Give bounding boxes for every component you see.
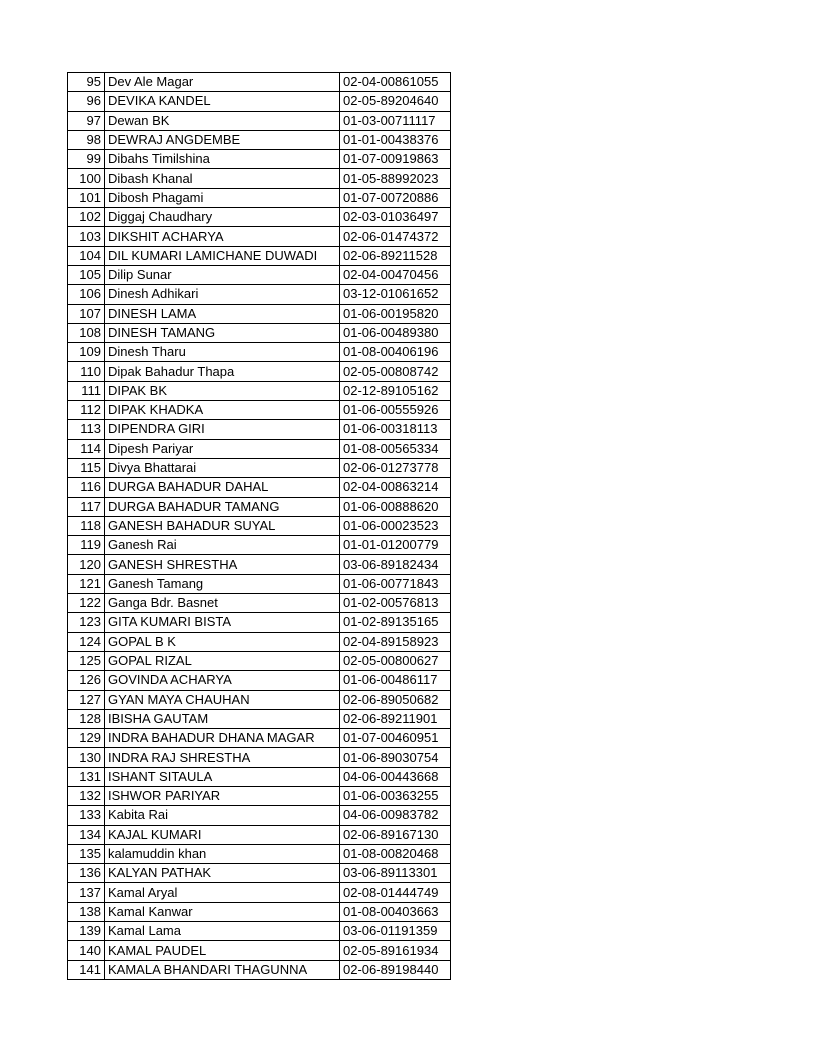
serial-number-cell: 103 (68, 227, 105, 246)
serial-number-cell: 123 (68, 613, 105, 632)
serial-number-cell: 141 (68, 960, 105, 979)
serial-number-cell: 135 (68, 844, 105, 863)
name-cell: Dev Ale Magar (105, 73, 340, 92)
serial-number-cell: 128 (68, 709, 105, 728)
table-row (68, 767, 451, 786)
table-row (68, 188, 451, 207)
serial-number-cell: 108 (68, 323, 105, 342)
serial-number-cell: 96 (68, 92, 105, 111)
serial-number-cell: 118 (68, 516, 105, 535)
name-cell: GANESH BAHADUR SUYAL (105, 516, 340, 535)
table-row (68, 922, 451, 941)
id-number-cell: 02-06-01273778 (340, 458, 451, 477)
table-row (68, 806, 451, 825)
serial-number-cell: 99 (68, 150, 105, 169)
table-row (68, 458, 451, 477)
serial-number-cell: 129 (68, 729, 105, 748)
id-number-cell: 02-08-01444749 (340, 883, 451, 902)
name-cell: GOPAL B K (105, 632, 340, 651)
name-cell: Dibash Khanal (105, 169, 340, 188)
name-cell: KAMALA BHANDARI THAGUNNA (105, 960, 340, 979)
table-row (68, 208, 451, 227)
table-row (68, 864, 451, 883)
serial-number-cell: 110 (68, 362, 105, 381)
table-row (68, 671, 451, 690)
table-row (68, 825, 451, 844)
id-number-cell: 01-05-88992023 (340, 169, 451, 188)
serial-number-cell: 125 (68, 651, 105, 670)
serial-number-cell: 95 (68, 73, 105, 92)
id-number-cell: 02-06-01474372 (340, 227, 451, 246)
table-row (68, 478, 451, 497)
id-number-cell: 02-05-89161934 (340, 941, 451, 960)
table-row (68, 304, 451, 323)
name-cell: Dibahs Timilshina (105, 150, 340, 169)
id-number-cell: 01-07-00460951 (340, 729, 451, 748)
serial-number-cell: 107 (68, 304, 105, 323)
id-number-cell: 01-06-00555926 (340, 401, 451, 420)
id-number-cell: 02-05-00808742 (340, 362, 451, 381)
table-row (68, 690, 451, 709)
name-cell: Dinesh Tharu (105, 343, 340, 362)
id-number-cell: 03-12-01061652 (340, 285, 451, 304)
id-number-cell: 01-07-00720886 (340, 188, 451, 207)
table-row (68, 941, 451, 960)
table-row (68, 844, 451, 863)
table-row (68, 651, 451, 670)
serial-number-cell: 98 (68, 130, 105, 149)
serial-number-cell: 116 (68, 478, 105, 497)
name-cell: GYAN MAYA CHAUHAN (105, 690, 340, 709)
serial-number-cell: 132 (68, 786, 105, 805)
name-cell: DIPENDRA GIRI (105, 420, 340, 439)
id-number-cell: 01-08-00820468 (340, 844, 451, 863)
name-cell: Ganga Bdr. Basnet (105, 594, 340, 613)
id-number-cell: 01-02-00576813 (340, 594, 451, 613)
table-row (68, 709, 451, 728)
name-cell: Ganesh Rai (105, 536, 340, 555)
table-row (68, 729, 451, 748)
name-cell: GANESH SHRESTHA (105, 555, 340, 574)
serial-number-cell: 117 (68, 497, 105, 516)
id-number-cell: 04-06-00983782 (340, 806, 451, 825)
table-row (68, 497, 451, 516)
table-row (68, 613, 451, 632)
name-cell: KAMAL PAUDEL (105, 941, 340, 960)
name-cell: Ganesh Tamang (105, 574, 340, 593)
id-number-cell: 01-01-00438376 (340, 130, 451, 149)
name-cell: KALYAN PATHAK (105, 864, 340, 883)
serial-number-cell: 122 (68, 594, 105, 613)
serial-number-cell: 134 (68, 825, 105, 844)
table-row (68, 169, 451, 188)
serial-number-cell: 109 (68, 343, 105, 362)
name-list-table (67, 72, 451, 980)
id-number-cell: 01-08-00565334 (340, 439, 451, 458)
name-cell: DIKSHIT ACHARYA (105, 227, 340, 246)
id-number-cell: 01-06-00888620 (340, 497, 451, 516)
table-row (68, 285, 451, 304)
table-row (68, 111, 451, 130)
id-number-cell: 01-06-00771843 (340, 574, 451, 593)
table-row (68, 381, 451, 400)
serial-number-cell: 112 (68, 401, 105, 420)
name-cell: GOPAL RIZAL (105, 651, 340, 670)
name-cell: Dilip Sunar (105, 265, 340, 284)
table-row (68, 516, 451, 535)
serial-number-cell: 130 (68, 748, 105, 767)
id-number-cell: 01-07-00919863 (340, 150, 451, 169)
id-number-cell: 03-06-89182434 (340, 555, 451, 574)
name-cell: kalamuddin khan (105, 844, 340, 863)
id-number-cell: 02-06-89211901 (340, 709, 451, 728)
serial-number-cell: 137 (68, 883, 105, 902)
table-row (68, 536, 451, 555)
table-row (68, 227, 451, 246)
name-cell: KAJAL KUMARI (105, 825, 340, 844)
table-row (68, 323, 451, 342)
serial-number-cell: 113 (68, 420, 105, 439)
id-number-cell: 02-05-00800627 (340, 651, 451, 670)
id-number-cell: 01-06-00318113 (340, 420, 451, 439)
serial-number-cell: 127 (68, 690, 105, 709)
serial-number-cell: 120 (68, 555, 105, 574)
id-number-cell: 02-04-00861055 (340, 73, 451, 92)
id-number-cell: 03-06-01191359 (340, 922, 451, 941)
table-row (68, 362, 451, 381)
name-cell: INDRA RAJ SHRESTHA (105, 748, 340, 767)
id-number-cell: 04-06-00443668 (340, 767, 451, 786)
id-number-cell: 01-01-01200779 (340, 536, 451, 555)
name-cell: ISHANT SITAULA (105, 767, 340, 786)
name-cell: DIPAK BK (105, 381, 340, 400)
name-cell: Dibosh Phagami (105, 188, 340, 207)
serial-number-cell: 111 (68, 381, 105, 400)
table-row (68, 960, 451, 979)
serial-number-cell: 106 (68, 285, 105, 304)
id-number-cell: 01-03-00711117 (340, 111, 451, 130)
id-number-cell: 01-06-00489380 (340, 323, 451, 342)
id-number-cell: 02-04-00863214 (340, 478, 451, 497)
name-cell: Kabita Rai (105, 806, 340, 825)
serial-number-cell: 100 (68, 169, 105, 188)
id-number-cell: 01-08-00403663 (340, 902, 451, 921)
table-row (68, 92, 451, 111)
id-number-cell: 02-12-89105162 (340, 381, 451, 400)
id-number-cell: 02-04-89158923 (340, 632, 451, 651)
id-number-cell: 02-06-89211528 (340, 246, 451, 265)
name-cell: Dipesh Pariyar (105, 439, 340, 458)
table-row (68, 420, 451, 439)
id-number-cell: 02-03-01036497 (340, 208, 451, 227)
table-row (68, 555, 451, 574)
name-cell: Dinesh Adhikari (105, 285, 340, 304)
table-row (68, 343, 451, 362)
name-cell: Dipak Bahadur Thapa (105, 362, 340, 381)
id-number-cell: 02-06-89198440 (340, 960, 451, 979)
serial-number-cell: 126 (68, 671, 105, 690)
name-cell: Divya Bhattarai (105, 458, 340, 477)
name-cell: Kamal Aryal (105, 883, 340, 902)
serial-number-cell: 138 (68, 902, 105, 921)
table-row (68, 748, 451, 767)
serial-number-cell: 136 (68, 864, 105, 883)
name-cell: DEVIKA KANDEL (105, 92, 340, 111)
id-number-cell: 01-08-00406196 (340, 343, 451, 362)
table-row (68, 246, 451, 265)
table-row (68, 632, 451, 651)
table-row (68, 265, 451, 284)
table-row (68, 574, 451, 593)
id-number-cell: 01-06-89030754 (340, 748, 451, 767)
table-row (68, 594, 451, 613)
name-cell: ISHWOR PARIYAR (105, 786, 340, 805)
serial-number-cell: 97 (68, 111, 105, 130)
serial-number-cell: 102 (68, 208, 105, 227)
table-row (68, 883, 451, 902)
name-cell: DIPAK KHADKA (105, 401, 340, 420)
name-cell: DURGA BAHADUR DAHAL (105, 478, 340, 497)
id-number-cell: 01-02-89135165 (340, 613, 451, 632)
serial-number-cell: 139 (68, 922, 105, 941)
name-cell: Kamal Kanwar (105, 902, 340, 921)
table-row (68, 73, 451, 92)
name-cell: Dewan BK (105, 111, 340, 130)
serial-number-cell: 121 (68, 574, 105, 593)
name-cell: DIL KUMARI LAMICHANE DUWADI (105, 246, 340, 265)
table-body (68, 73, 451, 980)
serial-number-cell: 119 (68, 536, 105, 555)
name-cell: DURGA BAHADUR TAMANG (105, 497, 340, 516)
id-number-cell: 01-06-00486117 (340, 671, 451, 690)
name-cell: GITA KUMARI BISTA (105, 613, 340, 632)
name-cell: DINESH LAMA (105, 304, 340, 323)
serial-number-cell: 101 (68, 188, 105, 207)
name-cell: IBISHA GAUTAM (105, 709, 340, 728)
serial-number-cell: 131 (68, 767, 105, 786)
id-number-cell: 03-06-89113301 (340, 864, 451, 883)
serial-number-cell: 105 (68, 265, 105, 284)
id-number-cell: 02-06-89167130 (340, 825, 451, 844)
table-row (68, 902, 451, 921)
table-row (68, 150, 451, 169)
serial-number-cell: 115 (68, 458, 105, 477)
name-cell: Kamal Lama (105, 922, 340, 941)
table-row (68, 401, 451, 420)
serial-number-cell: 133 (68, 806, 105, 825)
name-cell: DEWRAJ ANGDEMBE (105, 130, 340, 149)
table-row (68, 786, 451, 805)
id-number-cell: 01-06-00363255 (340, 786, 451, 805)
table-row (68, 130, 451, 149)
id-number-cell: 01-06-00023523 (340, 516, 451, 535)
table-row (68, 439, 451, 458)
id-number-cell: 02-06-89050682 (340, 690, 451, 709)
name-cell: Diggaj Chaudhary (105, 208, 340, 227)
id-number-cell: 02-05-89204640 (340, 92, 451, 111)
id-number-cell: 01-06-00195820 (340, 304, 451, 323)
name-cell: INDRA BAHADUR DHANA MAGAR (105, 729, 340, 748)
serial-number-cell: 124 (68, 632, 105, 651)
serial-number-cell: 114 (68, 439, 105, 458)
serial-number-cell: 104 (68, 246, 105, 265)
name-cell: DINESH TAMANG (105, 323, 340, 342)
id-number-cell: 02-04-00470456 (340, 265, 451, 284)
serial-number-cell: 140 (68, 941, 105, 960)
name-cell: GOVINDA ACHARYA (105, 671, 340, 690)
